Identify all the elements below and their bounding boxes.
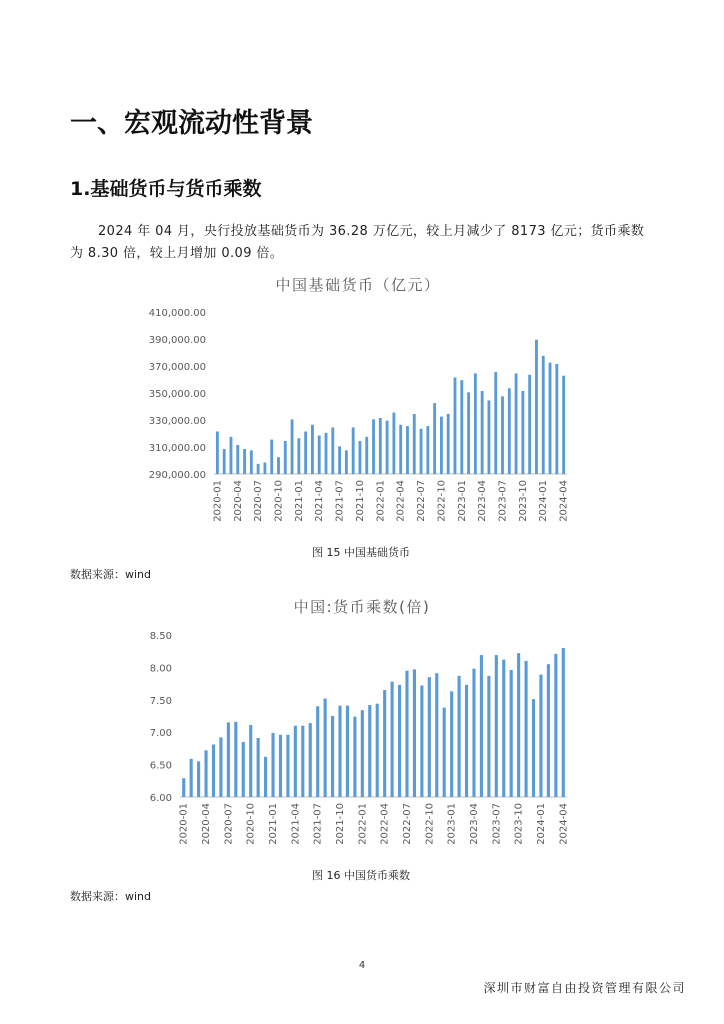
x-tick-label: 2020-07	[223, 803, 235, 845]
bar-2022-10	[440, 417, 443, 474]
bar-2020-07	[227, 722, 230, 797]
data-source-1: 数据来源：wind	[70, 568, 152, 581]
y-tick-label: 390,000.00	[148, 335, 206, 346]
bar-2020-12	[291, 419, 294, 474]
bar-2022-09	[420, 686, 423, 797]
x-tick-label: 2022-07	[416, 480, 428, 522]
bar-2021-01	[297, 438, 300, 474]
bar-2020-02	[190, 759, 193, 797]
company-name: 深圳市财富自由投资管理有限公司	[483, 981, 686, 995]
bar-2021-09	[352, 427, 355, 474]
bar-2022-07	[405, 671, 408, 797]
x-tick-label: 2022-01	[357, 803, 369, 845]
bar-2022-01	[379, 418, 382, 474]
bar-2020-10	[249, 725, 252, 797]
bar-2021-08	[345, 450, 348, 474]
bar-2024-03	[555, 364, 558, 474]
bar-2021-01	[271, 733, 274, 797]
bar-2022-05	[391, 682, 394, 797]
bar-2023-04	[472, 669, 475, 797]
figure-16-caption: 图 16 中国货币乘数	[312, 869, 410, 882]
section-heading: 一、宏观流动性背景	[70, 108, 313, 139]
bar-2024-03	[554, 654, 557, 797]
x-tick-label: 2024-04	[558, 480, 570, 522]
bar-2020-05	[212, 745, 215, 797]
bar-2022-03	[376, 704, 379, 797]
bar-2021-08	[324, 699, 327, 797]
bar-2023-12	[535, 340, 538, 474]
bar-2020-03	[197, 761, 200, 797]
bar-2024-01	[542, 356, 545, 474]
x-tick-label: 2021-04	[290, 803, 302, 845]
paragraph-line-2: 为 8.30 倍，较上月增加 0.09 倍。	[70, 246, 284, 261]
y-tick-label: 410,000.00	[148, 308, 206, 319]
x-tick-label: 2023-10	[513, 803, 525, 845]
bar-2021-05	[325, 433, 328, 474]
x-tick-label: 2023-07	[491, 803, 503, 845]
bar-2021-10	[359, 441, 362, 474]
bar-2021-11	[346, 706, 349, 797]
y-tick-label: 330,000.00	[148, 416, 206, 427]
bar-2022-11	[435, 673, 438, 797]
bar-2020-05	[243, 449, 246, 474]
bar-2020-06	[250, 450, 253, 474]
x-tick-label: 2023-04	[468, 803, 480, 845]
bar-2022-12	[443, 708, 446, 797]
bar-2023-05	[480, 655, 483, 797]
bar-2023-12	[532, 699, 535, 797]
bar-2023-01	[460, 380, 463, 474]
x-tick-label: 2021-10	[354, 480, 366, 522]
x-tick-label: 2022-10	[424, 803, 436, 845]
bar-2024-01	[539, 675, 542, 797]
y-tick-label: 310,000.00	[148, 443, 206, 454]
x-tick-label: 2020-04	[232, 480, 244, 522]
bar-2023-07	[501, 396, 504, 474]
bar-2024-04	[562, 648, 565, 797]
bar-2020-09	[270, 440, 273, 474]
bar-2024-04	[562, 376, 565, 474]
bar-2021-07	[316, 706, 319, 797]
bar-2020-04	[204, 750, 207, 797]
bar-2021-04	[318, 436, 321, 474]
chart-title: 中国:货币乘数(倍)	[293, 598, 431, 616]
money-multiplier-chart	[0, 590, 724, 860]
bar-2022-03	[392, 413, 395, 474]
y-tick-label: 6.00	[149, 793, 172, 804]
x-tick-label: 2022-04	[395, 480, 407, 522]
bar-2023-06	[487, 676, 490, 797]
x-tick-label: 2024-01	[538, 480, 550, 522]
bar-2022-08	[413, 669, 416, 797]
bar-2022-12	[454, 377, 457, 474]
figure-15-caption: 图 15 中国基础货币	[312, 546, 410, 559]
x-tick-label: 2022-04	[379, 803, 391, 845]
bar-2020-08	[234, 722, 237, 797]
bar-2024-02	[549, 363, 552, 474]
chart-title: 中国基础货币（亿元）	[275, 276, 441, 294]
bar-2020-08	[263, 463, 266, 474]
bar-2021-05	[301, 726, 304, 797]
bar-2023-08	[508, 388, 511, 474]
x-tick-label: 2020-01	[212, 480, 224, 522]
bar-2022-02	[386, 421, 389, 474]
y-tick-label: 350,000.00	[148, 389, 206, 400]
bar-2021-04	[294, 726, 297, 797]
x-tick-label: 2023-01	[446, 803, 458, 845]
subsection-heading: 1.基础货币与货币乘数	[70, 178, 262, 200]
base-money-chart	[0, 268, 724, 538]
y-tick-label: 370,000.00	[148, 362, 206, 373]
x-tick-label: 2023-01	[456, 480, 468, 522]
bar-2021-12	[372, 419, 375, 474]
paragraph-line-1: 2024 年 04 月，央行投放基础货币为 36.28 万亿元，较上月减少了 8173 亿元；货币乘数	[98, 224, 645, 239]
x-tick-label: 2020-04	[201, 803, 213, 845]
y-tick-label: 8.50	[149, 631, 172, 642]
bar-2022-09	[433, 403, 436, 474]
bar-2021-10	[338, 706, 341, 797]
x-tick-label: 2021-07	[312, 803, 324, 845]
y-tick-label: 6.50	[149, 760, 172, 772]
x-tick-label: 2023-07	[497, 480, 509, 522]
bar-2022-02	[368, 705, 371, 797]
bar-2020-12	[264, 757, 267, 797]
bar-2023-11	[528, 375, 531, 474]
x-tick-label: 2020-01	[178, 803, 190, 845]
bar-2024-02	[547, 664, 550, 797]
bar-2020-11	[257, 738, 260, 797]
bar-2021-06	[309, 723, 312, 797]
bar-2022-06	[398, 685, 401, 797]
bar-2023-08	[502, 660, 505, 797]
bar-2023-02	[467, 392, 470, 474]
bar-2022-04	[383, 690, 386, 797]
x-tick-label: 2023-04	[477, 480, 489, 522]
bar-2020-04	[236, 445, 239, 474]
bar-2023-07	[495, 655, 498, 797]
bar-2023-02	[458, 676, 461, 797]
x-tick-label: 2023-10	[517, 480, 529, 522]
bar-2021-12	[353, 717, 356, 797]
bar-2020-01	[182, 778, 185, 797]
bar-2023-11	[525, 661, 528, 797]
x-tick-label: 2021-01	[268, 803, 280, 845]
bar-2021-09	[331, 716, 334, 797]
data-source-2: 数据来源：wind	[70, 890, 152, 903]
bar-2021-07	[338, 446, 341, 474]
x-tick-label: 2021-04	[314, 480, 326, 522]
bar-2022-08	[426, 426, 429, 474]
bar-2021-02	[279, 735, 282, 797]
bar-2020-02	[223, 449, 226, 474]
y-tick-label: 7.50	[149, 695, 172, 707]
x-tick-label: 2021-01	[293, 480, 305, 522]
bar-2020-10	[277, 457, 280, 474]
bar-2021-11	[365, 437, 368, 474]
y-tick-label: 290,000.00	[148, 470, 206, 481]
x-tick-label: 2021-10	[335, 803, 347, 845]
bar-2022-06	[413, 414, 416, 474]
bar-2020-03	[230, 437, 233, 474]
bar-2022-10	[428, 677, 431, 797]
bar-2023-05	[488, 400, 491, 474]
bar-2020-11	[284, 441, 287, 474]
x-tick-label: 2021-07	[334, 480, 346, 522]
bar-2022-11	[447, 414, 450, 474]
bar-2021-03	[311, 425, 314, 474]
x-tick-label: 2020-07	[253, 480, 265, 522]
bar-2021-03	[286, 735, 289, 797]
x-tick-label: 2022-10	[436, 480, 448, 522]
x-tick-label: 2022-07	[401, 803, 413, 845]
x-tick-label: 2020-10	[273, 480, 285, 522]
x-tick-label: 2024-04	[558, 803, 570, 845]
bar-2020-09	[242, 742, 245, 797]
bar-2023-03	[474, 373, 477, 474]
bar-2020-06	[219, 737, 222, 797]
bar-2022-05	[406, 426, 409, 474]
bar-2023-04	[481, 391, 484, 474]
bar-2023-03	[465, 685, 468, 797]
bar-2022-04	[399, 425, 402, 474]
y-tick-label: 8.00	[149, 663, 172, 675]
page-number: 4	[358, 960, 366, 971]
bar-2023-09	[515, 373, 518, 474]
bar-2020-01	[216, 431, 219, 474]
bar-2023-06	[494, 372, 497, 474]
bar-2023-09	[510, 670, 513, 797]
x-tick-label: 2024-01	[535, 803, 547, 845]
bar-2022-07	[420, 429, 423, 474]
bar-2021-06	[331, 427, 334, 474]
bar-2023-01	[450, 691, 453, 797]
bar-2021-02	[304, 431, 307, 474]
x-tick-label: 2022-01	[375, 480, 387, 522]
bar-2022-01	[361, 710, 364, 797]
bar-2023-10	[517, 653, 520, 797]
y-tick-label: 7.00	[149, 728, 172, 740]
bar-2020-07	[257, 464, 260, 474]
bar-2023-10	[521, 391, 524, 474]
x-tick-label: 2020-10	[245, 803, 257, 845]
